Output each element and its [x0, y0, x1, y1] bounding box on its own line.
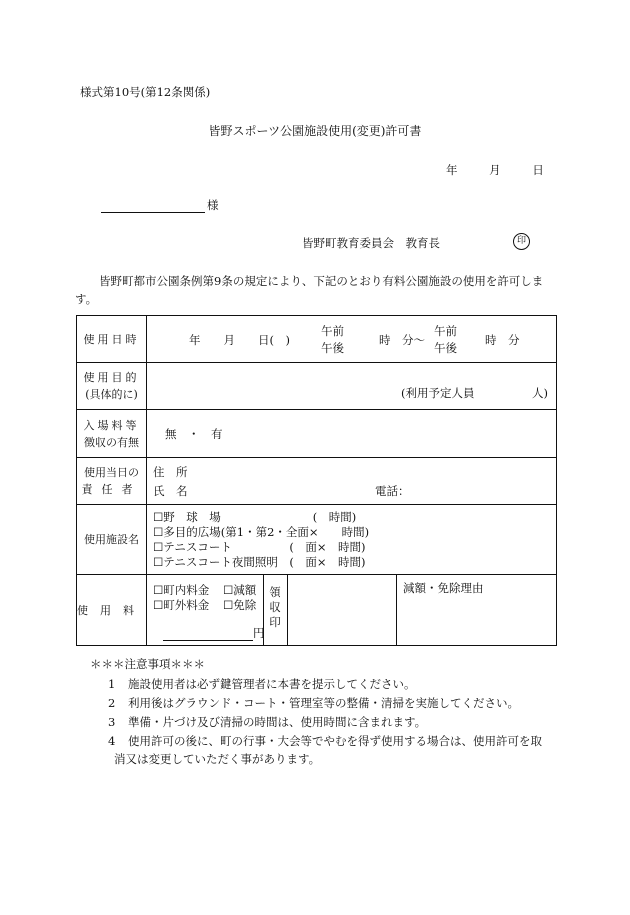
label-purpose: [77, 363, 147, 410]
cell-usage-fee: [147, 575, 557, 646]
responsible-phone: 電話：: [375, 484, 410, 498]
datetime-am-2: 午前: [434, 324, 457, 338]
expected-attendees: (利用予定人員 人): [401, 386, 548, 400]
receipt-stamp-label: [269, 585, 281, 630]
note-text: 施設使用者は必ず鍵管理者に本書を提示してください。: [128, 677, 416, 691]
permit-table: [76, 315, 557, 646]
label-datetime: 使用日時: [77, 316, 147, 363]
label-purpose-1: 使用目的: [83, 371, 140, 384]
note-number: 2: [108, 696, 116, 710]
note-item: [108, 694, 556, 712]
datetime-to: 時 分: [485, 333, 520, 347]
label-responsible: [77, 458, 147, 505]
label-responsible-2: 責任者: [81, 483, 142, 496]
label-admission-2: 徴収の有無: [84, 435, 139, 449]
datetime-from: 時 分〜: [379, 333, 425, 347]
date-year: 年: [446, 163, 458, 177]
fee-amount-blank: [163, 628, 253, 641]
receipt-char-2: 収: [269, 600, 281, 614]
document-title: 皆野スポーツ公園施設使用(変更)許可書: [208, 124, 422, 138]
label-admission-1: 入場料等: [83, 418, 140, 432]
facility-tennis: ☐テニスコート ( 面× 時間): [153, 540, 366, 554]
datetime-pm: 午後: [321, 341, 344, 355]
divider-reason: [396, 575, 397, 645]
fee-exempt: ☐免除: [223, 598, 257, 612]
fee-yen: 円: [253, 626, 265, 640]
row-usage-fee: [77, 575, 557, 646]
date-day: 日: [532, 163, 544, 177]
issue-date: [446, 162, 544, 178]
cell-admission-fee: [147, 410, 557, 458]
cell-responsible: [147, 458, 557, 505]
facility-multipurpose: ☐多目的広場(第1・第2・全面× 時間): [153, 525, 370, 539]
fee-reduce: ☐減額: [223, 583, 257, 597]
label-facility: 使用施設名: [77, 505, 147, 575]
label-usage-fee: 使用料: [77, 575, 147, 646]
recipient-suffix: 様: [207, 198, 219, 212]
date-month: 月: [489, 163, 501, 177]
responsible-name: 氏 名: [153, 484, 188, 498]
note-item: [108, 732, 556, 768]
seal-mark: 印: [513, 233, 530, 250]
note-number: 1: [108, 677, 116, 691]
cell-facility: [147, 505, 557, 575]
notes-heading: ＊＊＊注意事項＊＊＊: [90, 657, 205, 671]
facility-tennis-lighting: ☐テニスコート夜間照明 ( 面× 時間): [153, 555, 366, 569]
receipt-char-1: 領: [269, 585, 281, 599]
label-admission-fee: [77, 410, 147, 458]
note-text: 利用後はグラウンド・コート・管理室等の整備・清掃を実施してください。: [128, 696, 519, 710]
divider-receipt-right: [287, 575, 288, 645]
responsible-address: 住 所: [153, 465, 188, 479]
note-item: [108, 713, 556, 731]
note-number: 4: [108, 734, 116, 748]
facility-baseball: ☐野 球 場 ( 時間): [153, 510, 357, 524]
admission-fee-choice: 無 ・ 有: [165, 427, 223, 441]
row-admission-fee: [77, 410, 557, 458]
note-text-continued: 消又は変更していただく事があります。: [114, 752, 321, 766]
datetime-am: 午前: [321, 324, 344, 338]
permission-statement: 皆野町都市公園条例第9条の規定により、下記のとおり有料公園施設の使用を許可します。: [75, 274, 544, 306]
row-datetime: [77, 316, 557, 363]
reduction-reason-label: 減額・免除理由: [403, 581, 484, 595]
recipient-blank: [101, 199, 205, 213]
label-purpose-2: (具体的に): [85, 388, 138, 401]
label-responsible-1: 使用当日の: [84, 466, 139, 479]
cell-datetime: [147, 316, 557, 363]
fee-town-in: ☐町内料金: [153, 583, 210, 597]
note-item: [108, 675, 556, 693]
cell-purpose: [147, 363, 557, 410]
note-text: 使用許可の後に、町の行事・大会等でやむを得ず使用する場合は、使用許可を取: [128, 734, 542, 748]
divider-receipt-left: [263, 575, 264, 645]
recipient-line: [101, 197, 219, 213]
note-text: 準備・片づけ及び清掃の時間は、使用時間に含まれます。: [128, 715, 427, 729]
fee-town-out: ☐町外料金: [153, 598, 210, 612]
row-facility: [77, 505, 557, 575]
datetime-pm-2: 午後: [434, 341, 457, 355]
facility-list: [153, 510, 369, 570]
row-responsible: [77, 458, 557, 505]
form-code: 様式第10号(第12条関係): [80, 85, 211, 99]
datetime-date: 年 月 日( ): [189, 333, 290, 347]
note-number: 3: [108, 715, 116, 729]
fee-amount: [163, 625, 265, 641]
issuer: 皆野町教育委員会 教育長: [302, 236, 440, 250]
row-purpose: [77, 363, 557, 410]
receipt-char-3: 印: [269, 615, 281, 629]
